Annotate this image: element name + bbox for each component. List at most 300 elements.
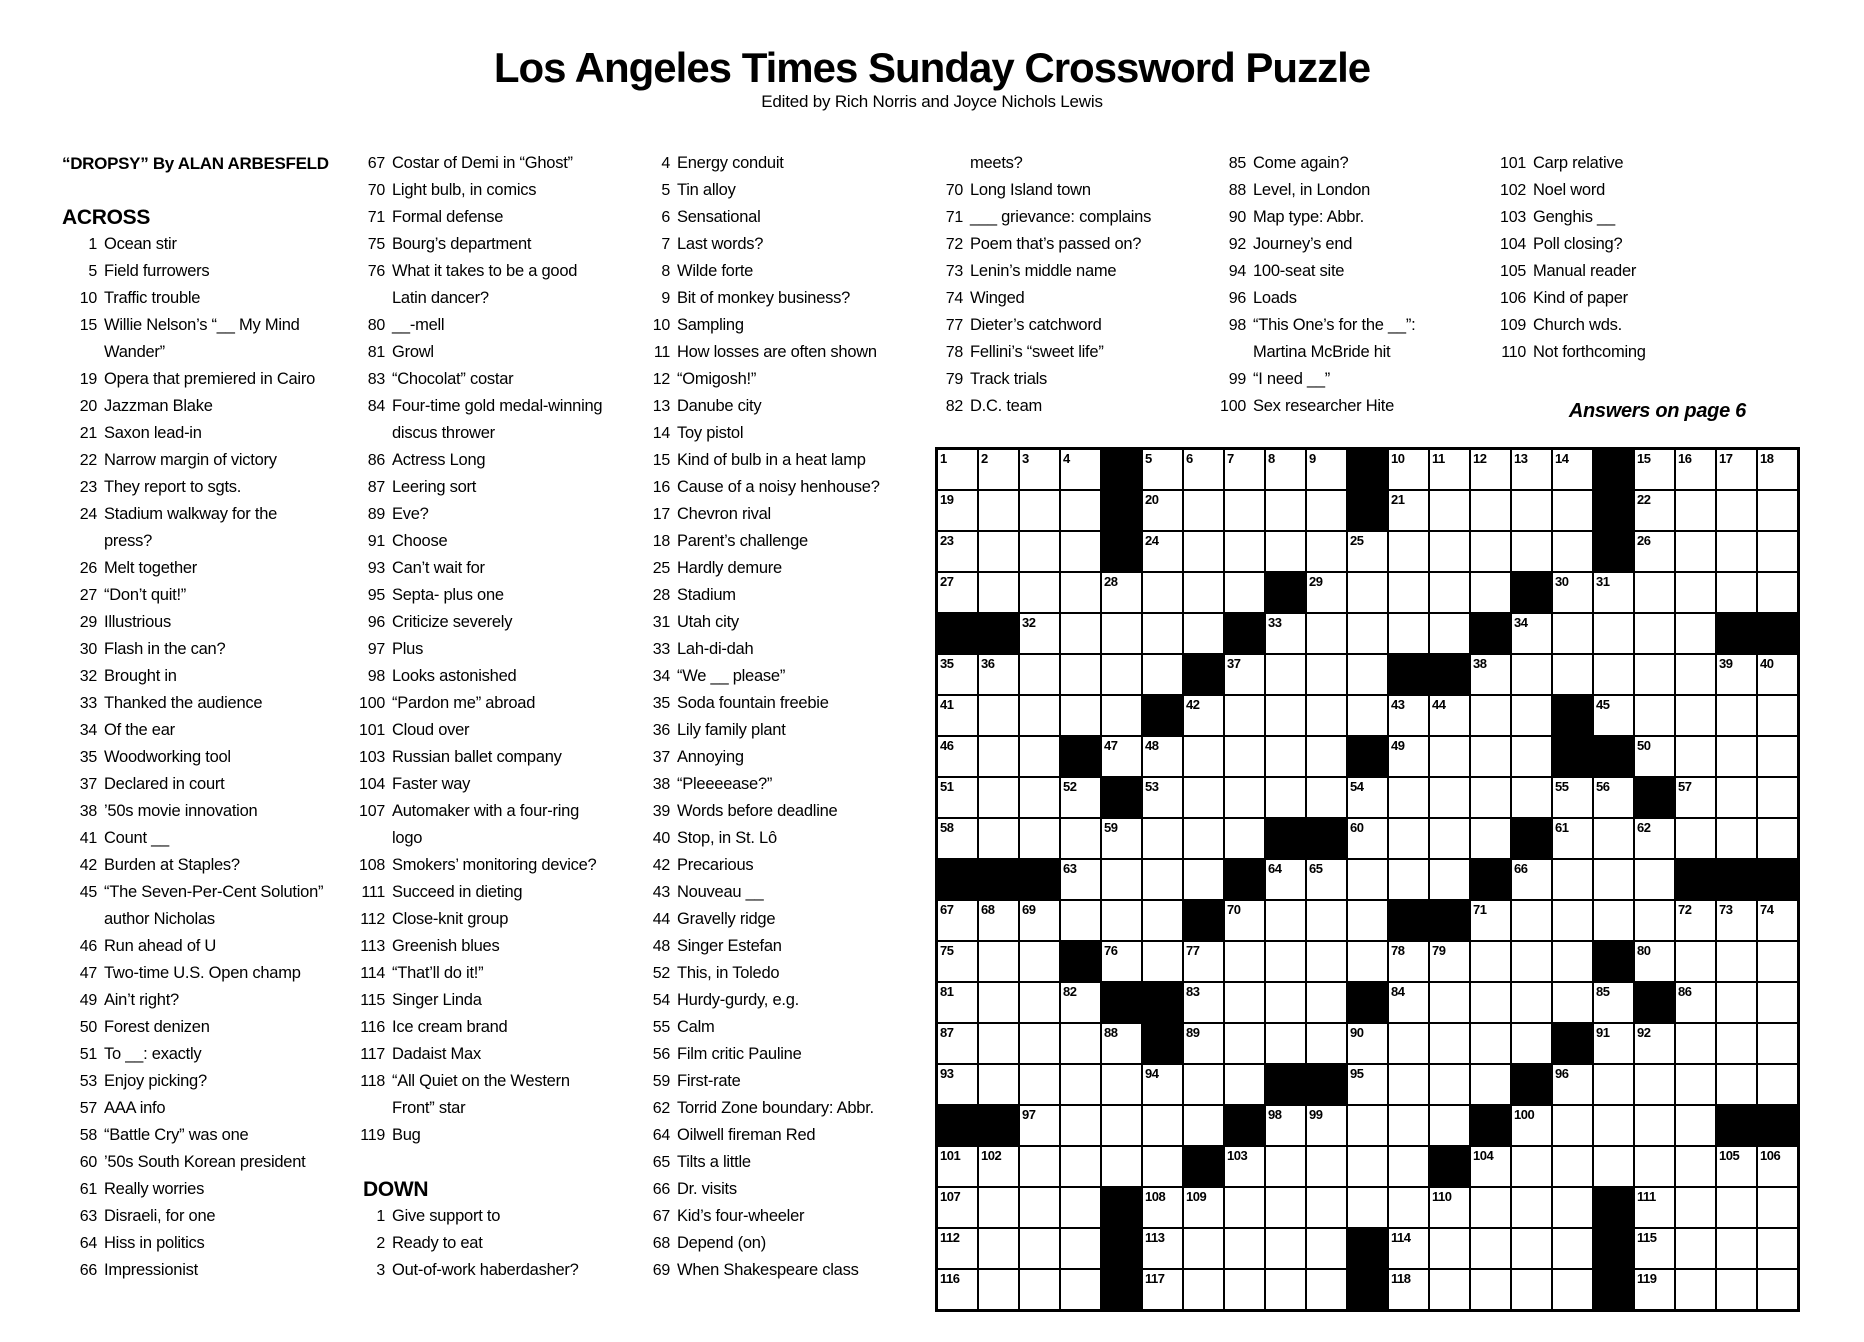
grid-cell[interactable] bbox=[1594, 819, 1633, 858]
grid-cell[interactable] bbox=[1389, 614, 1428, 653]
grid-cell[interactable] bbox=[1676, 1024, 1715, 1063]
grid-cell[interactable] bbox=[1717, 901, 1756, 940]
grid-cell[interactable] bbox=[1061, 491, 1100, 530]
grid-cell[interactable] bbox=[1307, 450, 1346, 489]
grid-cell[interactable] bbox=[1758, 1024, 1797, 1063]
grid-cell[interactable] bbox=[1102, 1106, 1141, 1145]
grid-cell[interactable] bbox=[1717, 573, 1756, 612]
grid-cell[interactable] bbox=[1307, 737, 1346, 776]
grid-cell[interactable] bbox=[1553, 1147, 1592, 1186]
grid-cell[interactable] bbox=[1143, 614, 1182, 653]
grid-cell[interactable] bbox=[1758, 1270, 1797, 1309]
grid-cell[interactable] bbox=[1225, 1270, 1264, 1309]
grid-cell[interactable] bbox=[979, 1147, 1018, 1186]
grid-cell[interactable] bbox=[1225, 942, 1264, 981]
grid-cell[interactable] bbox=[1225, 573, 1264, 612]
grid-cell[interactable] bbox=[1020, 819, 1059, 858]
grid-cell[interactable] bbox=[1266, 737, 1305, 776]
grid-cell[interactable] bbox=[1102, 614, 1141, 653]
grid-cell[interactable] bbox=[1594, 778, 1633, 817]
grid-cell[interactable] bbox=[1430, 1065, 1469, 1104]
grid-cell[interactable] bbox=[1061, 1147, 1100, 1186]
grid-cell[interactable] bbox=[1635, 1024, 1674, 1063]
grid-cell[interactable] bbox=[1307, 1106, 1346, 1145]
grid-cell[interactable] bbox=[1758, 491, 1797, 530]
grid-cell[interactable] bbox=[938, 1229, 977, 1268]
grid-cell[interactable] bbox=[1225, 1229, 1264, 1268]
grid-cell[interactable] bbox=[1717, 1188, 1756, 1227]
grid-cell[interactable] bbox=[1758, 655, 1797, 694]
grid-cell[interactable] bbox=[1266, 614, 1305, 653]
grid-cell[interactable] bbox=[1143, 778, 1182, 817]
grid-cell[interactable] bbox=[1635, 450, 1674, 489]
grid-cell[interactable] bbox=[1225, 737, 1264, 776]
grid-cell[interactable] bbox=[1758, 1229, 1797, 1268]
grid-cell[interactable] bbox=[1676, 1188, 1715, 1227]
grid-cell[interactable] bbox=[1307, 573, 1346, 612]
grid-cell[interactable] bbox=[1635, 901, 1674, 940]
grid-cell[interactable] bbox=[1225, 983, 1264, 1022]
grid-cell[interactable] bbox=[1758, 778, 1797, 817]
grid-cell[interactable] bbox=[1389, 1147, 1428, 1186]
grid-cell[interactable] bbox=[1061, 450, 1100, 489]
grid-cell[interactable] bbox=[938, 1188, 977, 1227]
grid-cell[interactable] bbox=[1512, 778, 1551, 817]
grid-cell[interactable] bbox=[1102, 901, 1141, 940]
grid-cell[interactable] bbox=[1020, 491, 1059, 530]
grid-cell[interactable] bbox=[1348, 1147, 1387, 1186]
grid-cell[interactable] bbox=[1471, 778, 1510, 817]
grid-cell[interactable] bbox=[1389, 737, 1428, 776]
grid-cell[interactable] bbox=[1676, 573, 1715, 612]
grid-cell[interactable] bbox=[1471, 1229, 1510, 1268]
grid-cell[interactable] bbox=[1430, 778, 1469, 817]
grid-cell[interactable] bbox=[1594, 1147, 1633, 1186]
grid-cell[interactable] bbox=[938, 778, 977, 817]
grid-cell[interactable] bbox=[938, 1024, 977, 1063]
grid-cell[interactable] bbox=[1184, 1065, 1223, 1104]
grid-cell[interactable] bbox=[1512, 532, 1551, 571]
grid-cell[interactable] bbox=[1348, 696, 1387, 735]
grid-cell[interactable] bbox=[1389, 778, 1428, 817]
grid-cell[interactable] bbox=[1676, 942, 1715, 981]
grid-cell[interactable] bbox=[1717, 1270, 1756, 1309]
grid-cell[interactable] bbox=[1225, 901, 1264, 940]
grid-cell[interactable] bbox=[1225, 1147, 1264, 1186]
grid-cell[interactable] bbox=[1184, 696, 1223, 735]
grid-cell[interactable] bbox=[1635, 614, 1674, 653]
grid-cell[interactable] bbox=[1102, 655, 1141, 694]
grid-cell[interactable] bbox=[1430, 532, 1469, 571]
grid-cell[interactable] bbox=[1184, 614, 1223, 653]
grid-cell[interactable] bbox=[1020, 450, 1059, 489]
grid-cell[interactable] bbox=[1143, 819, 1182, 858]
grid-cell[interactable] bbox=[1389, 1229, 1428, 1268]
grid-cell[interactable] bbox=[1020, 532, 1059, 571]
grid-cell[interactable] bbox=[1184, 860, 1223, 899]
grid-cell[interactable] bbox=[1389, 819, 1428, 858]
crossword-grid[interactable] bbox=[935, 447, 1800, 1312]
grid-cell[interactable] bbox=[1061, 655, 1100, 694]
grid-cell[interactable] bbox=[1184, 450, 1223, 489]
grid-cell[interactable] bbox=[1020, 573, 1059, 612]
grid-cell[interactable] bbox=[1061, 778, 1100, 817]
grid-cell[interactable] bbox=[1061, 1188, 1100, 1227]
grid-cell[interactable] bbox=[1266, 696, 1305, 735]
grid-cell[interactable] bbox=[1512, 696, 1551, 735]
grid-cell[interactable] bbox=[1430, 450, 1469, 489]
grid-cell[interactable] bbox=[1061, 614, 1100, 653]
grid-cell[interactable] bbox=[1389, 450, 1428, 489]
grid-cell[interactable] bbox=[1348, 614, 1387, 653]
grid-cell[interactable] bbox=[1266, 983, 1305, 1022]
grid-cell[interactable] bbox=[1594, 614, 1633, 653]
grid-cell[interactable] bbox=[938, 942, 977, 981]
grid-cell[interactable] bbox=[1758, 450, 1797, 489]
grid-cell[interactable] bbox=[1225, 1188, 1264, 1227]
grid-cell[interactable] bbox=[1430, 737, 1469, 776]
grid-cell[interactable] bbox=[1512, 1188, 1551, 1227]
grid-cell[interactable] bbox=[1061, 901, 1100, 940]
grid-cell[interactable] bbox=[1676, 1229, 1715, 1268]
grid-cell[interactable] bbox=[1594, 696, 1633, 735]
grid-cell[interactable] bbox=[1717, 450, 1756, 489]
grid-cell[interactable] bbox=[1471, 532, 1510, 571]
grid-cell[interactable] bbox=[1594, 1024, 1633, 1063]
grid-cell[interactable] bbox=[1020, 1270, 1059, 1309]
grid-cell[interactable] bbox=[1553, 573, 1592, 612]
grid-cell[interactable] bbox=[1594, 901, 1633, 940]
grid-cell[interactable] bbox=[1307, 778, 1346, 817]
grid-cell[interactable] bbox=[1635, 819, 1674, 858]
grid-cell[interactable] bbox=[1266, 450, 1305, 489]
grid-cell[interactable] bbox=[1266, 860, 1305, 899]
grid-cell[interactable] bbox=[1758, 696, 1797, 735]
grid-cell[interactable] bbox=[1020, 778, 1059, 817]
grid-cell[interactable] bbox=[1430, 1106, 1469, 1145]
grid-cell[interactable] bbox=[1389, 942, 1428, 981]
grid-cell[interactable] bbox=[1307, 655, 1346, 694]
grid-cell[interactable] bbox=[1758, 1065, 1797, 1104]
grid-cell[interactable] bbox=[938, 532, 977, 571]
grid-cell[interactable] bbox=[1143, 532, 1182, 571]
grid-cell[interactable] bbox=[1266, 1270, 1305, 1309]
grid-cell[interactable] bbox=[1225, 532, 1264, 571]
grid-cell[interactable] bbox=[1307, 1270, 1346, 1309]
grid-cell[interactable] bbox=[1061, 1270, 1100, 1309]
grid-cell[interactable] bbox=[1307, 1147, 1346, 1186]
grid-cell[interactable] bbox=[1553, 450, 1592, 489]
grid-cell[interactable] bbox=[938, 491, 977, 530]
grid-cell[interactable] bbox=[1348, 1065, 1387, 1104]
grid-cell[interactable] bbox=[1143, 573, 1182, 612]
grid-cell[interactable] bbox=[1184, 573, 1223, 612]
grid-cell[interactable] bbox=[1676, 655, 1715, 694]
grid-cell[interactable] bbox=[1143, 1188, 1182, 1227]
grid-cell[interactable] bbox=[1594, 860, 1633, 899]
grid-cell[interactable] bbox=[1266, 1024, 1305, 1063]
grid-cell[interactable] bbox=[1717, 532, 1756, 571]
grid-cell[interactable] bbox=[1717, 819, 1756, 858]
grid-cell[interactable] bbox=[1553, 1106, 1592, 1145]
grid-cell[interactable] bbox=[1717, 655, 1756, 694]
grid-cell[interactable] bbox=[1184, 942, 1223, 981]
grid-cell[interactable] bbox=[1389, 1106, 1428, 1145]
grid-cell[interactable] bbox=[1061, 696, 1100, 735]
grid-cell[interactable] bbox=[1594, 655, 1633, 694]
grid-cell[interactable] bbox=[1635, 696, 1674, 735]
grid-cell[interactable] bbox=[1676, 819, 1715, 858]
grid-cell[interactable] bbox=[1184, 983, 1223, 1022]
grid-cell[interactable] bbox=[1758, 1188, 1797, 1227]
grid-cell[interactable] bbox=[1430, 491, 1469, 530]
grid-cell[interactable] bbox=[1471, 819, 1510, 858]
grid-cell[interactable] bbox=[1471, 1024, 1510, 1063]
grid-cell[interactable] bbox=[1635, 532, 1674, 571]
grid-cell[interactable] bbox=[979, 819, 1018, 858]
grid-cell[interactable] bbox=[1676, 1106, 1715, 1145]
grid-cell[interactable] bbox=[1512, 1024, 1551, 1063]
grid-cell[interactable] bbox=[1676, 901, 1715, 940]
grid-cell[interactable] bbox=[1635, 1229, 1674, 1268]
grid-cell[interactable] bbox=[1471, 655, 1510, 694]
grid-cell[interactable] bbox=[1717, 737, 1756, 776]
grid-cell[interactable] bbox=[1717, 1065, 1756, 1104]
grid-cell[interactable] bbox=[938, 1065, 977, 1104]
grid-cell[interactable] bbox=[1184, 1270, 1223, 1309]
grid-cell[interactable] bbox=[1553, 819, 1592, 858]
grid-cell[interactable] bbox=[1307, 983, 1346, 1022]
grid-cell[interactable] bbox=[1307, 532, 1346, 571]
grid-cell[interactable] bbox=[1758, 573, 1797, 612]
grid-cell[interactable] bbox=[1348, 1106, 1387, 1145]
grid-cell[interactable] bbox=[1594, 1106, 1633, 1145]
grid-cell[interactable] bbox=[1430, 942, 1469, 981]
grid-cell[interactable] bbox=[1635, 737, 1674, 776]
grid-cell[interactable] bbox=[1512, 942, 1551, 981]
grid-cell[interactable] bbox=[1430, 860, 1469, 899]
grid-cell[interactable] bbox=[1307, 696, 1346, 735]
grid-cell[interactable] bbox=[938, 450, 977, 489]
grid-cell[interactable] bbox=[979, 450, 1018, 489]
grid-cell[interactable] bbox=[1471, 942, 1510, 981]
grid-cell[interactable] bbox=[1307, 901, 1346, 940]
grid-cell[interactable] bbox=[1512, 860, 1551, 899]
grid-cell[interactable] bbox=[1553, 1270, 1592, 1309]
grid-cell[interactable] bbox=[1676, 696, 1715, 735]
grid-cell[interactable] bbox=[1020, 1147, 1059, 1186]
grid-cell[interactable] bbox=[1020, 696, 1059, 735]
grid-cell[interactable] bbox=[1676, 532, 1715, 571]
grid-cell[interactable] bbox=[1225, 655, 1264, 694]
grid-cell[interactable] bbox=[1061, 1106, 1100, 1145]
grid-cell[interactable] bbox=[1307, 1024, 1346, 1063]
grid-cell[interactable] bbox=[1512, 655, 1551, 694]
grid-cell[interactable] bbox=[1143, 1065, 1182, 1104]
grid-cell[interactable] bbox=[1676, 614, 1715, 653]
grid-cell[interactable] bbox=[1676, 737, 1715, 776]
grid-cell[interactable] bbox=[1143, 860, 1182, 899]
grid-cell[interactable] bbox=[1348, 860, 1387, 899]
grid-cell[interactable] bbox=[1020, 1065, 1059, 1104]
grid-cell[interactable] bbox=[1307, 942, 1346, 981]
grid-cell[interactable] bbox=[1471, 450, 1510, 489]
grid-cell[interactable] bbox=[1348, 1024, 1387, 1063]
grid-cell[interactable] bbox=[1102, 1024, 1141, 1063]
grid-cell[interactable] bbox=[1102, 860, 1141, 899]
grid-cell[interactable] bbox=[1676, 983, 1715, 1022]
grid-cell[interactable] bbox=[1266, 778, 1305, 817]
grid-cell[interactable] bbox=[1717, 983, 1756, 1022]
grid-cell[interactable] bbox=[1594, 983, 1633, 1022]
grid-cell[interactable] bbox=[1143, 655, 1182, 694]
grid-cell[interactable] bbox=[1717, 1024, 1756, 1063]
grid-cell[interactable] bbox=[1266, 942, 1305, 981]
grid-cell[interactable] bbox=[1389, 1024, 1428, 1063]
grid-cell[interactable] bbox=[1430, 1229, 1469, 1268]
grid-cell[interactable] bbox=[1430, 614, 1469, 653]
grid-cell[interactable] bbox=[1020, 983, 1059, 1022]
grid-cell[interactable] bbox=[1143, 1270, 1182, 1309]
grid-cell[interactable] bbox=[1266, 1106, 1305, 1145]
grid-cell[interactable] bbox=[1143, 491, 1182, 530]
grid-cell[interactable] bbox=[1143, 1229, 1182, 1268]
grid-cell[interactable] bbox=[938, 901, 977, 940]
grid-cell[interactable] bbox=[1717, 491, 1756, 530]
grid-cell[interactable] bbox=[1184, 819, 1223, 858]
grid-cell[interactable] bbox=[1184, 532, 1223, 571]
grid-cell[interactable] bbox=[1717, 1229, 1756, 1268]
grid-cell[interactable] bbox=[1348, 942, 1387, 981]
grid-cell[interactable] bbox=[1225, 819, 1264, 858]
grid-cell[interactable] bbox=[1635, 860, 1674, 899]
grid-cell[interactable] bbox=[1225, 491, 1264, 530]
grid-cell[interactable] bbox=[1430, 573, 1469, 612]
grid-cell[interactable] bbox=[938, 983, 977, 1022]
grid-cell[interactable] bbox=[979, 696, 1018, 735]
grid-cell[interactable] bbox=[1512, 1270, 1551, 1309]
grid-cell[interactable] bbox=[1512, 614, 1551, 653]
grid-cell[interactable] bbox=[938, 737, 977, 776]
grid-cell[interactable] bbox=[1389, 860, 1428, 899]
grid-cell[interactable] bbox=[1143, 1147, 1182, 1186]
grid-cell[interactable] bbox=[1266, 1229, 1305, 1268]
grid-cell[interactable] bbox=[1758, 942, 1797, 981]
grid-cell[interactable] bbox=[979, 491, 1018, 530]
grid-cell[interactable] bbox=[1389, 573, 1428, 612]
grid-cell[interactable] bbox=[1676, 1270, 1715, 1309]
grid-cell[interactable] bbox=[1635, 573, 1674, 612]
grid-cell[interactable] bbox=[1471, 737, 1510, 776]
grid-cell[interactable] bbox=[1266, 532, 1305, 571]
grid-cell[interactable] bbox=[1471, 696, 1510, 735]
grid-cell[interactable] bbox=[979, 1024, 1018, 1063]
grid-cell[interactable] bbox=[1061, 1229, 1100, 1268]
grid-cell[interactable] bbox=[1266, 901, 1305, 940]
grid-cell[interactable] bbox=[1389, 1188, 1428, 1227]
grid-cell[interactable] bbox=[1061, 1024, 1100, 1063]
grid-cell[interactable] bbox=[1635, 942, 1674, 981]
grid-cell[interactable] bbox=[1430, 1188, 1469, 1227]
grid-cell[interactable] bbox=[1184, 491, 1223, 530]
grid-cell[interactable] bbox=[938, 819, 977, 858]
grid-cell[interactable] bbox=[1225, 1024, 1264, 1063]
grid-cell[interactable] bbox=[1061, 532, 1100, 571]
grid-cell[interactable] bbox=[1102, 942, 1141, 981]
grid-cell[interactable] bbox=[1225, 696, 1264, 735]
grid-cell[interactable] bbox=[1143, 450, 1182, 489]
grid-cell[interactable] bbox=[938, 696, 977, 735]
grid-cell[interactable] bbox=[1020, 1024, 1059, 1063]
grid-cell[interactable] bbox=[1143, 737, 1182, 776]
grid-cell[interactable] bbox=[1635, 1106, 1674, 1145]
grid-cell[interactable] bbox=[1348, 655, 1387, 694]
grid-cell[interactable] bbox=[1266, 655, 1305, 694]
grid-cell[interactable] bbox=[1102, 737, 1141, 776]
grid-cell[interactable] bbox=[1553, 1188, 1592, 1227]
grid-cell[interactable] bbox=[1717, 696, 1756, 735]
grid-cell[interactable] bbox=[1307, 1229, 1346, 1268]
grid-cell[interactable] bbox=[1348, 532, 1387, 571]
grid-cell[interactable] bbox=[1635, 1147, 1674, 1186]
grid-cell[interactable] bbox=[1553, 614, 1592, 653]
grid-cell[interactable] bbox=[1430, 696, 1469, 735]
grid-cell[interactable] bbox=[1430, 819, 1469, 858]
grid-cell[interactable] bbox=[1020, 1188, 1059, 1227]
grid-cell[interactable] bbox=[1471, 901, 1510, 940]
grid-cell[interactable] bbox=[1184, 1188, 1223, 1227]
grid-cell[interactable] bbox=[1143, 901, 1182, 940]
grid-cell[interactable] bbox=[1389, 696, 1428, 735]
grid-cell[interactable] bbox=[1389, 1270, 1428, 1309]
grid-cell[interactable] bbox=[1512, 901, 1551, 940]
grid-cell[interactable] bbox=[979, 655, 1018, 694]
grid-cell[interactable] bbox=[1266, 1147, 1305, 1186]
grid-cell[interactable] bbox=[1512, 491, 1551, 530]
grid-cell[interactable] bbox=[1389, 532, 1428, 571]
grid-cell[interactable] bbox=[1020, 942, 1059, 981]
grid-cell[interactable] bbox=[938, 655, 977, 694]
grid-cell[interactable] bbox=[1594, 1065, 1633, 1104]
grid-cell[interactable] bbox=[1512, 983, 1551, 1022]
grid-cell[interactable] bbox=[1676, 778, 1715, 817]
grid-cell[interactable] bbox=[1758, 737, 1797, 776]
grid-cell[interactable] bbox=[1635, 1188, 1674, 1227]
grid-cell[interactable] bbox=[1143, 942, 1182, 981]
grid-cell[interactable] bbox=[1307, 491, 1346, 530]
grid-cell[interactable] bbox=[1348, 1188, 1387, 1227]
grid-cell[interactable] bbox=[938, 1270, 977, 1309]
grid-cell[interactable] bbox=[1020, 614, 1059, 653]
grid-cell[interactable] bbox=[1184, 1024, 1223, 1063]
grid-cell[interactable] bbox=[1102, 696, 1141, 735]
grid-cell[interactable] bbox=[1594, 573, 1633, 612]
grid-cell[interactable] bbox=[1471, 983, 1510, 1022]
grid-cell[interactable] bbox=[1143, 1106, 1182, 1145]
grid-cell[interactable] bbox=[1348, 778, 1387, 817]
grid-cell[interactable] bbox=[1553, 655, 1592, 694]
grid-cell[interactable] bbox=[979, 573, 1018, 612]
grid-cell[interactable] bbox=[1758, 532, 1797, 571]
grid-cell[interactable] bbox=[979, 901, 1018, 940]
grid-cell[interactable] bbox=[1758, 983, 1797, 1022]
grid-cell[interactable] bbox=[1512, 737, 1551, 776]
grid-cell[interactable] bbox=[1471, 1270, 1510, 1309]
grid-cell[interactable] bbox=[1389, 983, 1428, 1022]
grid-cell[interactable] bbox=[1061, 1065, 1100, 1104]
grid-cell[interactable] bbox=[1553, 778, 1592, 817]
grid-cell[interactable] bbox=[938, 1147, 977, 1186]
